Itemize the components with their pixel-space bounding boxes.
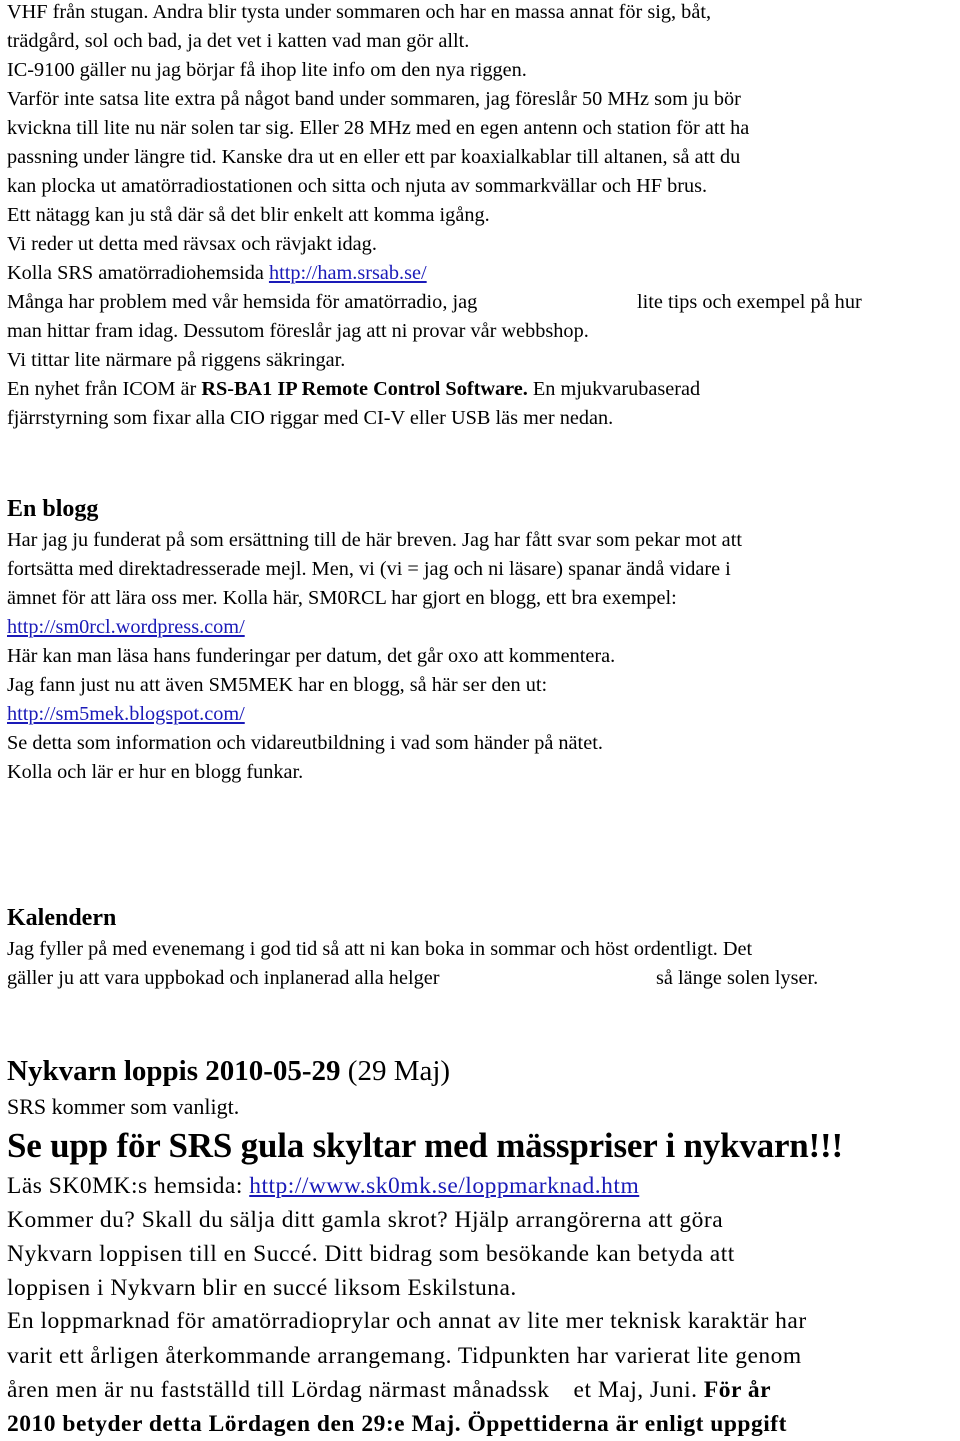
flea-market-heading <box>7 1054 450 1088</box>
srs-ham-link[interactable]: http://ham.srsab.se/ <box>268 262 427 284</box>
calendar-line: gäller ju att vara uppbokad och inplanerad alla helger <box>7 967 440 989</box>
flea-text: åren men är nu fastställd till Lördag närmast månadssk <box>7 1377 550 1403</box>
flea-line <box>7 1172 639 1200</box>
intro-line: kvickna till lite nu när solen tar sig. Eller 28 MHz med en egen antenn och station för att ha <box>7 117 750 139</box>
intro-line: IC-9100 gäller nu jag börjar få ihop lite info om den nya riggen. <box>7 59 527 81</box>
calendar-line-continued: så länge solen lyser. <box>656 967 819 989</box>
intro-line <box>7 261 427 285</box>
rs-ba1-product-name: RS-BA1 IP Remote Control Software. <box>201 378 528 400</box>
flea-line: Kommer du? Skall du sälja ditt gamla skrot? Hjälp arrangörerna att göra <box>7 1207 724 1233</box>
sk0mk-loppmarknad-link[interactable]: http://www.sk0mk.se/loppmarknad.htm <box>249 1173 640 1199</box>
flea-line: 2010 betyder detta Lördagen den 29:e Maj. Öppettiderna är enligt uppgift <box>7 1411 787 1437</box>
sm0rcl-blog-link[interactable]: http://sm0rcl.wordpress.com/ <box>7 616 245 638</box>
blog-line: Jag fann just nu att även SM5MEK har en blogg, så här ser den ut: <box>7 674 548 696</box>
flea-market-title: Nykvarn loppis 2010-05-29 <box>7 1055 341 1087</box>
blog-line: Kolla och lär er hur en blogg funkar. <box>7 761 304 783</box>
intro-line: man hittar fram idag. Dessutom föreslår jag att ni provar vår webbshop. <box>7 320 589 342</box>
blog-heading: En blogg <box>7 496 99 522</box>
intro-line: Vi tittar lite närmare på riggens säkringar. <box>7 349 346 371</box>
intro-line: VHF från stugan. Andra blir tysta under sommaren och har en massa annat för sig, båt, <box>7 1 712 23</box>
blog-line: fortsätta med direktadresserade mejl. Men, vi (vi = jag och ni läsare) spanar ändå vidare i <box>7 558 731 580</box>
flea-line: En loppmarknad för amatörradioprylar och annat av lite mer teknisk karaktär har <box>7 1308 807 1334</box>
flea-line: varit ett årligen återkommande arrangemang. Tidpunkten har varierat lite genom <box>7 1343 802 1369</box>
sm5mek-blog-link[interactable]: http://sm5mek.blogspot.com/ <box>7 703 245 725</box>
flea-banner: Se upp för SRS gula skyltar med mässpriser i nykvarn!!! <box>7 1126 843 1165</box>
intro-line: kan plocka ut amatörradiostationen och sitta och njuta av sommarkvällar och HF brus. <box>7 175 708 197</box>
blog-line: Se detta som information och vidareutbildning i vad som händer på nätet. <box>7 732 603 754</box>
intro-line: fjärrstyrning som fixar alla CIO riggar med CI-V eller USB läs mer nedan. <box>7 407 614 429</box>
calendar-line: Jag fyller på med evenemang i god tid så att ni kan boka in sommar och höst ordentligt. Det <box>7 938 753 960</box>
blog-line: ämnet för att lära oss mer. Kolla här, SM0RCL har gjort en blogg, ett bra exempel: <box>7 587 677 609</box>
blog-line <box>7 615 245 639</box>
flea-bold-text: För år <box>703 1377 772 1403</box>
blog-line <box>7 702 245 726</box>
flea-market-date: (29 Maj) <box>340 1055 451 1087</box>
flea-line <box>7 1376 771 1404</box>
intro-line: Många har problem med vår hemsida för amatörradio, jag <box>7 291 478 313</box>
intro-line: Varför inte satsa lite extra på något band under sommaren, jag föreslår 50 MHz som ju bör <box>7 88 741 110</box>
flea-text: Läs SK0MK:s hemsida: <box>7 1173 250 1199</box>
intro-line: passning under längre tid. Kanske dra ut en eller ett par koaxialkablar till altanen, så att du <box>7 146 741 168</box>
intro-line: trädgård, sol och bad, ja det vet i katten vad man gör allt. <box>7 30 470 52</box>
blog-line: Här kan man läsa hans funderingar per datum, det går oxo att kommentera. <box>7 645 616 667</box>
intro-text: Kolla SRS amatörradiohemsida <box>7 262 269 284</box>
flea-line: loppisen i Nykvarn blir en succé liksom Eskilstuna. <box>7 1275 517 1301</box>
intro-line: Vi reder ut detta med rävsax och rävjakt idag. <box>7 233 377 255</box>
intro-text: En nyhet från ICOM är <box>7 378 202 400</box>
blog-line: Har jag ju funderat på som ersättning till de här breven. Jag har fått svar som pekar mot att <box>7 529 742 551</box>
intro-text: En mjukvarubaserad <box>527 378 701 400</box>
calendar-heading: Kalendern <box>7 905 117 931</box>
intro-line: Ett nätagg kan ju stå där så det blir enkelt att komma igång. <box>7 204 490 226</box>
intro-line-continued: lite tips och exempel på hur <box>637 291 862 313</box>
intro-line <box>7 377 700 401</box>
flea-text: et Maj, Juni. <box>573 1377 704 1403</box>
flea-line: SRS kommer som vanligt. <box>7 1094 240 1119</box>
flea-line: Nykvarn loppisen till en Succé. Ditt bidrag som besökande kan betyda att <box>7 1241 735 1267</box>
